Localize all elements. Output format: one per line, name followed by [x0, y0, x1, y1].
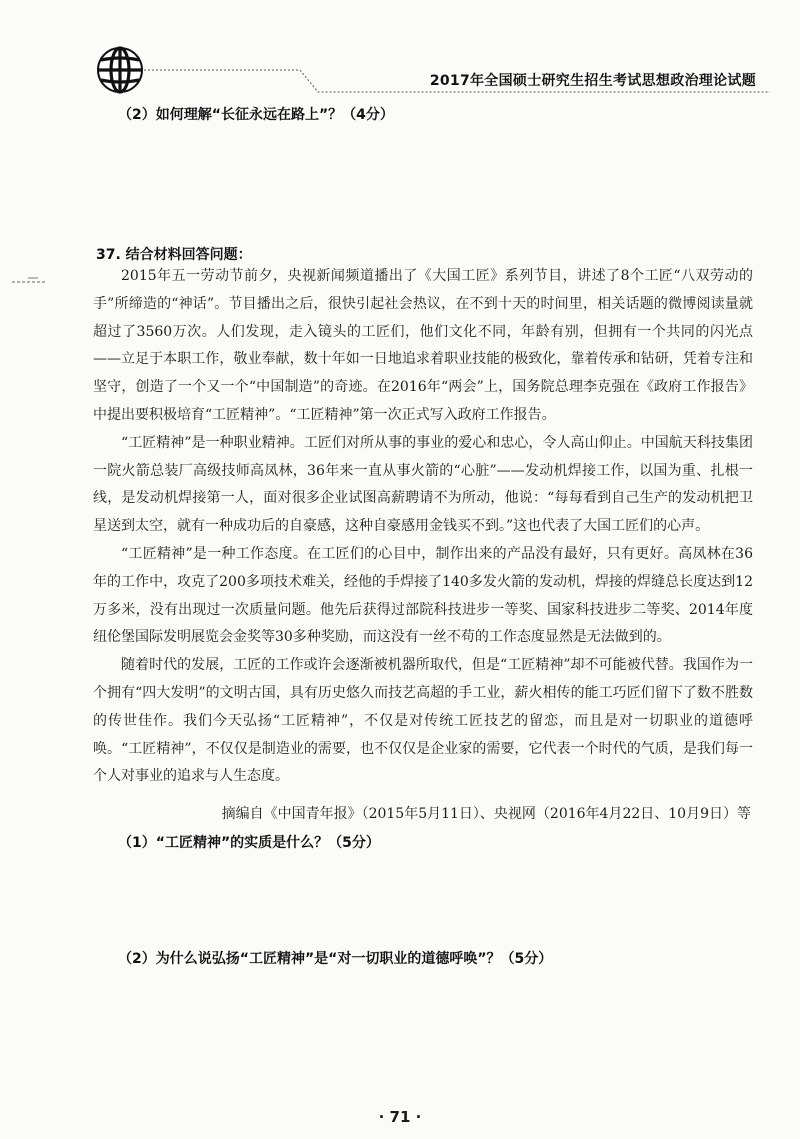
material-paragraph: “工匠精神”是一种职业精神。工匠们对所从事的事业的爱心和忠心，令人高山仰止。中国航天科技集团一院火箭总装厂高级技师高凤林，36年来一直从事火箭的“心脏”——发动机焊接工作，以国为重、扎根一线，是发动机焊接第一人，面对很多企业试图高薪聘请不为所动，他说：“每每看到自己生产的发动机把卫星送到太空，就有一种成功后的自豪感，这种自豪感用金钱买不到。”这也代表了大国工匠们的心声。 [93, 434, 753, 535]
question-37-heading: 37. 结合材料回答问题： [96, 247, 252, 263]
page-number: · 71 · [378, 1108, 422, 1126]
material-paragraph: 2015年五一劳动节前夕，央视新闻频道播出了《大国工匠》系列节目，讲述了8个工匠“八双劳动的手”所缔造的“神话”。节目播出之后，很快引起社会热议，在不到十天的时间里，相关话题的微博阅读量就超过了3560万次。人们发现，走入镜头的工匠们，他们文化不同，年龄有别，但拥有一个共同的闪光点——立足于本职工作，敬业奉献，数十年如一日地追求着职业技能的极致化，靠着传承和钻研，凭着专注和坚守，创造了一个又一个“中国制造”的奇迹。在2016年“两会”上，国务院总理李克强在《政府工作报告》中提出要积极培育“工匠精神”。“工匠精神”第一次正式写入政府工作报告。 [93, 268, 753, 423]
material-source: 摘编自《中国青年报》（2015年5月11日）、央视网（2016年4月22日、10月9日）等 [221, 806, 751, 822]
scan-mark [0, 270, 60, 290]
page-header-title: 2017年全国硕士研究生招生考试思想政治理论试题 [429, 73, 756, 89]
question-37-part-1: （1）“工匠精神”的实质是什么？（5分） [118, 835, 380, 851]
question-36-part-2: （2）如何理解“长征永远在路上”？（4分） [118, 107, 394, 123]
material-text [93, 263, 753, 791]
question-37-part-2: （2）为什么说弘扬“工匠精神”是“对一切职业的道德呼唤”？（5分） [118, 951, 553, 967]
material-paragraph: “工匠精神”是一种工作态度。在工匠们的心目中，制作出来的产品没有最好，只有更好。高凤林在36年的工作中，攻克了200多项技术难关，经他的手焊接了140多发火箭的发动机，焊接的焊缝总长度达到12万多米，没有出现过一次质量问题。他先后获得过部院科技进步一等奖、国家科技进步二等奖、2014年度纽伦堡国际发明展览会金奖等30多种奖励，而这没有一丝不苟的工作态度显然是无法做到的。 [93, 545, 753, 646]
globe-icon [96, 46, 144, 94]
material-paragraph: 随着时代的发展，工匠的工作或许会逐渐被机器所取代，但是“工匠精神”却不可能被代替。我国作为一个拥有“四大发明”的文明古国，具有历史悠久而技艺高超的手工业，薪火相传的能工巧匠们留下了数不胜数的传世佳作。我们今天弘扬“工匠精神”，不仅是对传统工匠技艺的留恋，而且是对一切职业的道德呼唤。“工匠精神”，不仅仅是制造业的需要，也不仅仅是企业家的需要，它代表一个时代的气质，是我们每一个人对事业的追求与人生态度。 [93, 657, 753, 785]
